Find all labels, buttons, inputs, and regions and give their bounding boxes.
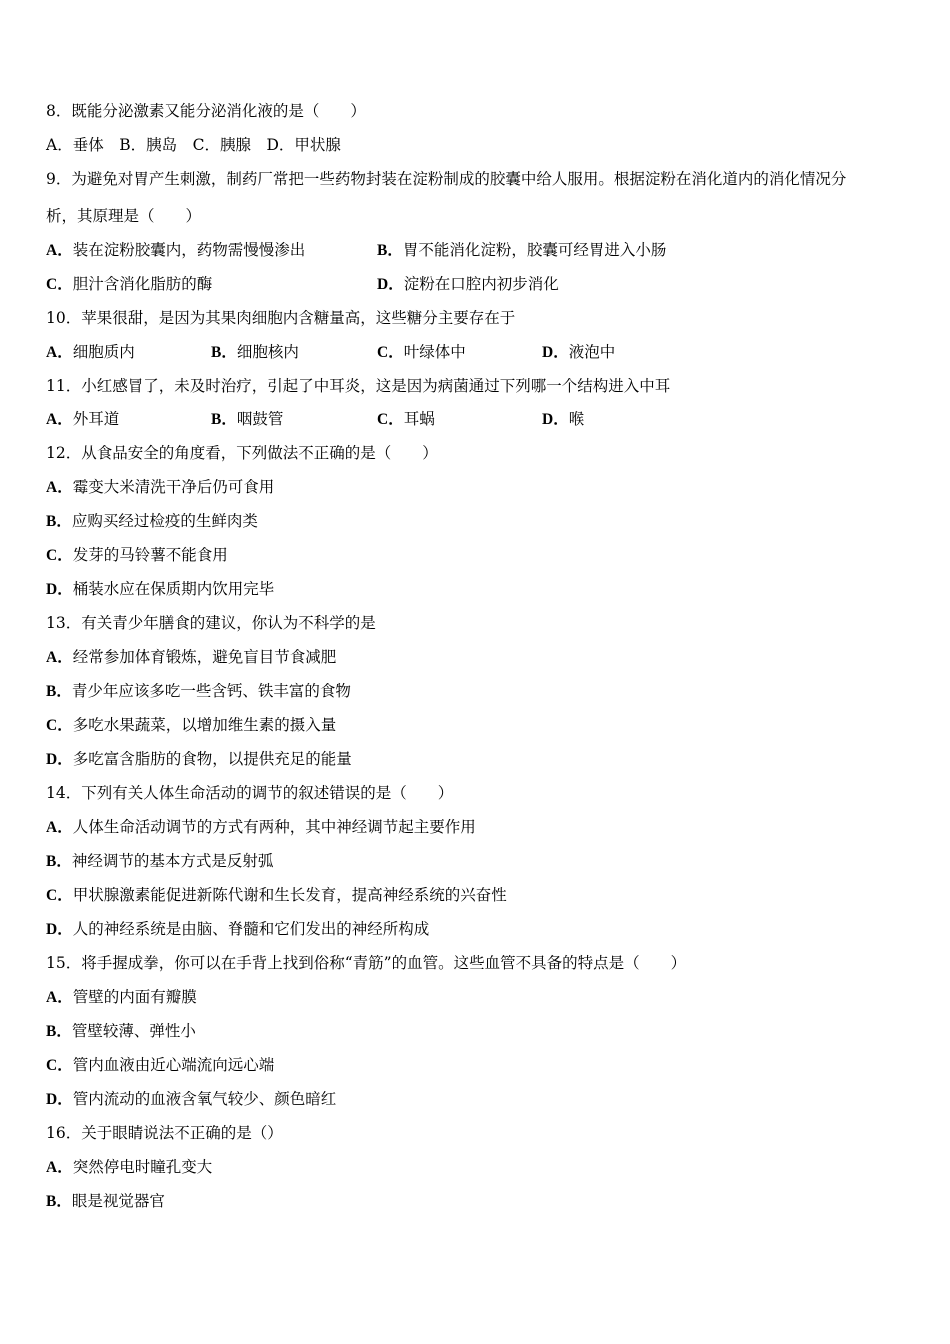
- question-12-option-b: B．应购买经过检疫的生鲜肉类: [46, 512, 258, 530]
- question-14-option-d: D．人的神经系统是由脑、脊髓和它们发出的神经所构成: [46, 920, 430, 938]
- question-10-option-a: A．细胞质内: [46, 343, 135, 361]
- question-9-option-d: D．淀粉在口腔内初步消化: [377, 275, 559, 293]
- question-13-option-b: B．青少年应该多吃一些含钙、铁丰富的食物: [46, 682, 351, 700]
- question-14-option-b: B．神经调节的基本方式是反射弧: [46, 852, 274, 870]
- question-13-option-d: D．多吃富含脂肪的食物，以提供充足的能量: [46, 750, 352, 768]
- question-10-option-c: C．叶绿体中: [377, 343, 466, 361]
- question-10-stem: 10．苹果很甜，是因为其果肉细胞内含糖量高，这些糖分主要存在于: [46, 309, 516, 327]
- question-8-stem: 8．既能分泌激素又能分泌消化液的是（ ）: [46, 102, 366, 120]
- question-15-option-b: B．管壁较薄、弹性小: [46, 1022, 196, 1040]
- question-12-option-c: C．发芽的马铃薯不能食用: [46, 546, 228, 564]
- question-9-stem-line1: 9．为避免对胃产生刺激，制药厂常把一些药物封装在淀粉制成的胶囊中给人服用。根据淀粉在消化道内的消化情况分: [46, 170, 847, 188]
- question-10-option-b: B．细胞核内: [211, 343, 299, 361]
- question-15-option-d: D．管内流动的血液含氧气较少、颜色暗红: [46, 1090, 337, 1108]
- question-12-option-a: A．霉变大米清洗干净后仍可食用: [46, 478, 275, 496]
- question-11-option-b: B．咽鼓管: [211, 410, 284, 428]
- question-14-stem: 14．下列有关人体生命活动的调节的叙述错误的是（ ）: [46, 784, 454, 802]
- question-15-stem: 15．将手握成拳，你可以在手背上找到俗称“青筋”的血管。这些血管不具备的特点是（ ）: [46, 954, 687, 972]
- question-13-stem: 13．有关青少年膳食的建议，你认为不科学的是: [46, 614, 376, 632]
- question-11-stem: 11．小红感冒了，未及时治疗，引起了中耳炎，这是因为病菌通过下列哪一个结构进入中耳: [46, 377, 671, 395]
- question-11-option-c: C．耳蜗: [377, 410, 435, 428]
- question-9-option-a: A．装在淀粉胶囊内，药物需慢慢渗出: [46, 241, 306, 259]
- question-14-option-a: A．人体生命活动调节的方式有两种，其中神经调节起主要作用: [46, 818, 476, 836]
- question-15-option-c: C．管内血液由近心端流向远心端: [46, 1056, 275, 1074]
- question-9-option-b: B．胃不能消化淀粉，胶囊可经胃进入小肠: [377, 241, 667, 259]
- question-14-option-c: C．甲状腺激素能促进新陈代谢和生长发育，提高神经系统的兴奋性: [46, 886, 507, 904]
- question-11-option-a: A．外耳道: [46, 410, 120, 428]
- question-9-stem-line2: 析，其原理是（ ）: [46, 207, 202, 225]
- question-9-option-c: C．胆汁含消化脂肪的酶: [46, 275, 213, 293]
- question-8-options: A．垂体 B．胰岛 C．胰腺 D．甲状腺: [46, 136, 341, 154]
- question-12-option-d: D．桶装水应在保质期内饮用完毕: [46, 580, 275, 598]
- question-16-option-b: B．眼是视觉器官: [46, 1192, 165, 1210]
- question-16-stem: 16．关于眼睛说法不正确的是（）: [46, 1124, 283, 1142]
- question-13-option-c: C．多吃水果蔬菜，以增加维生素的摄入量: [46, 716, 337, 734]
- question-16-option-a: A．突然停电时瞳孔变大: [46, 1158, 213, 1176]
- question-12-stem: 12．从食品安全的角度看，下列做法不正确的是（ ）: [46, 444, 438, 462]
- question-11-option-d: D．喉: [542, 410, 585, 428]
- question-15-option-a: A．管壁的内面有瓣膜: [46, 988, 197, 1006]
- question-13-option-a: A．经常参加体育锻炼，避免盲目节食减肥: [46, 648, 337, 666]
- question-10-option-d: D．液泡中: [542, 343, 616, 361]
